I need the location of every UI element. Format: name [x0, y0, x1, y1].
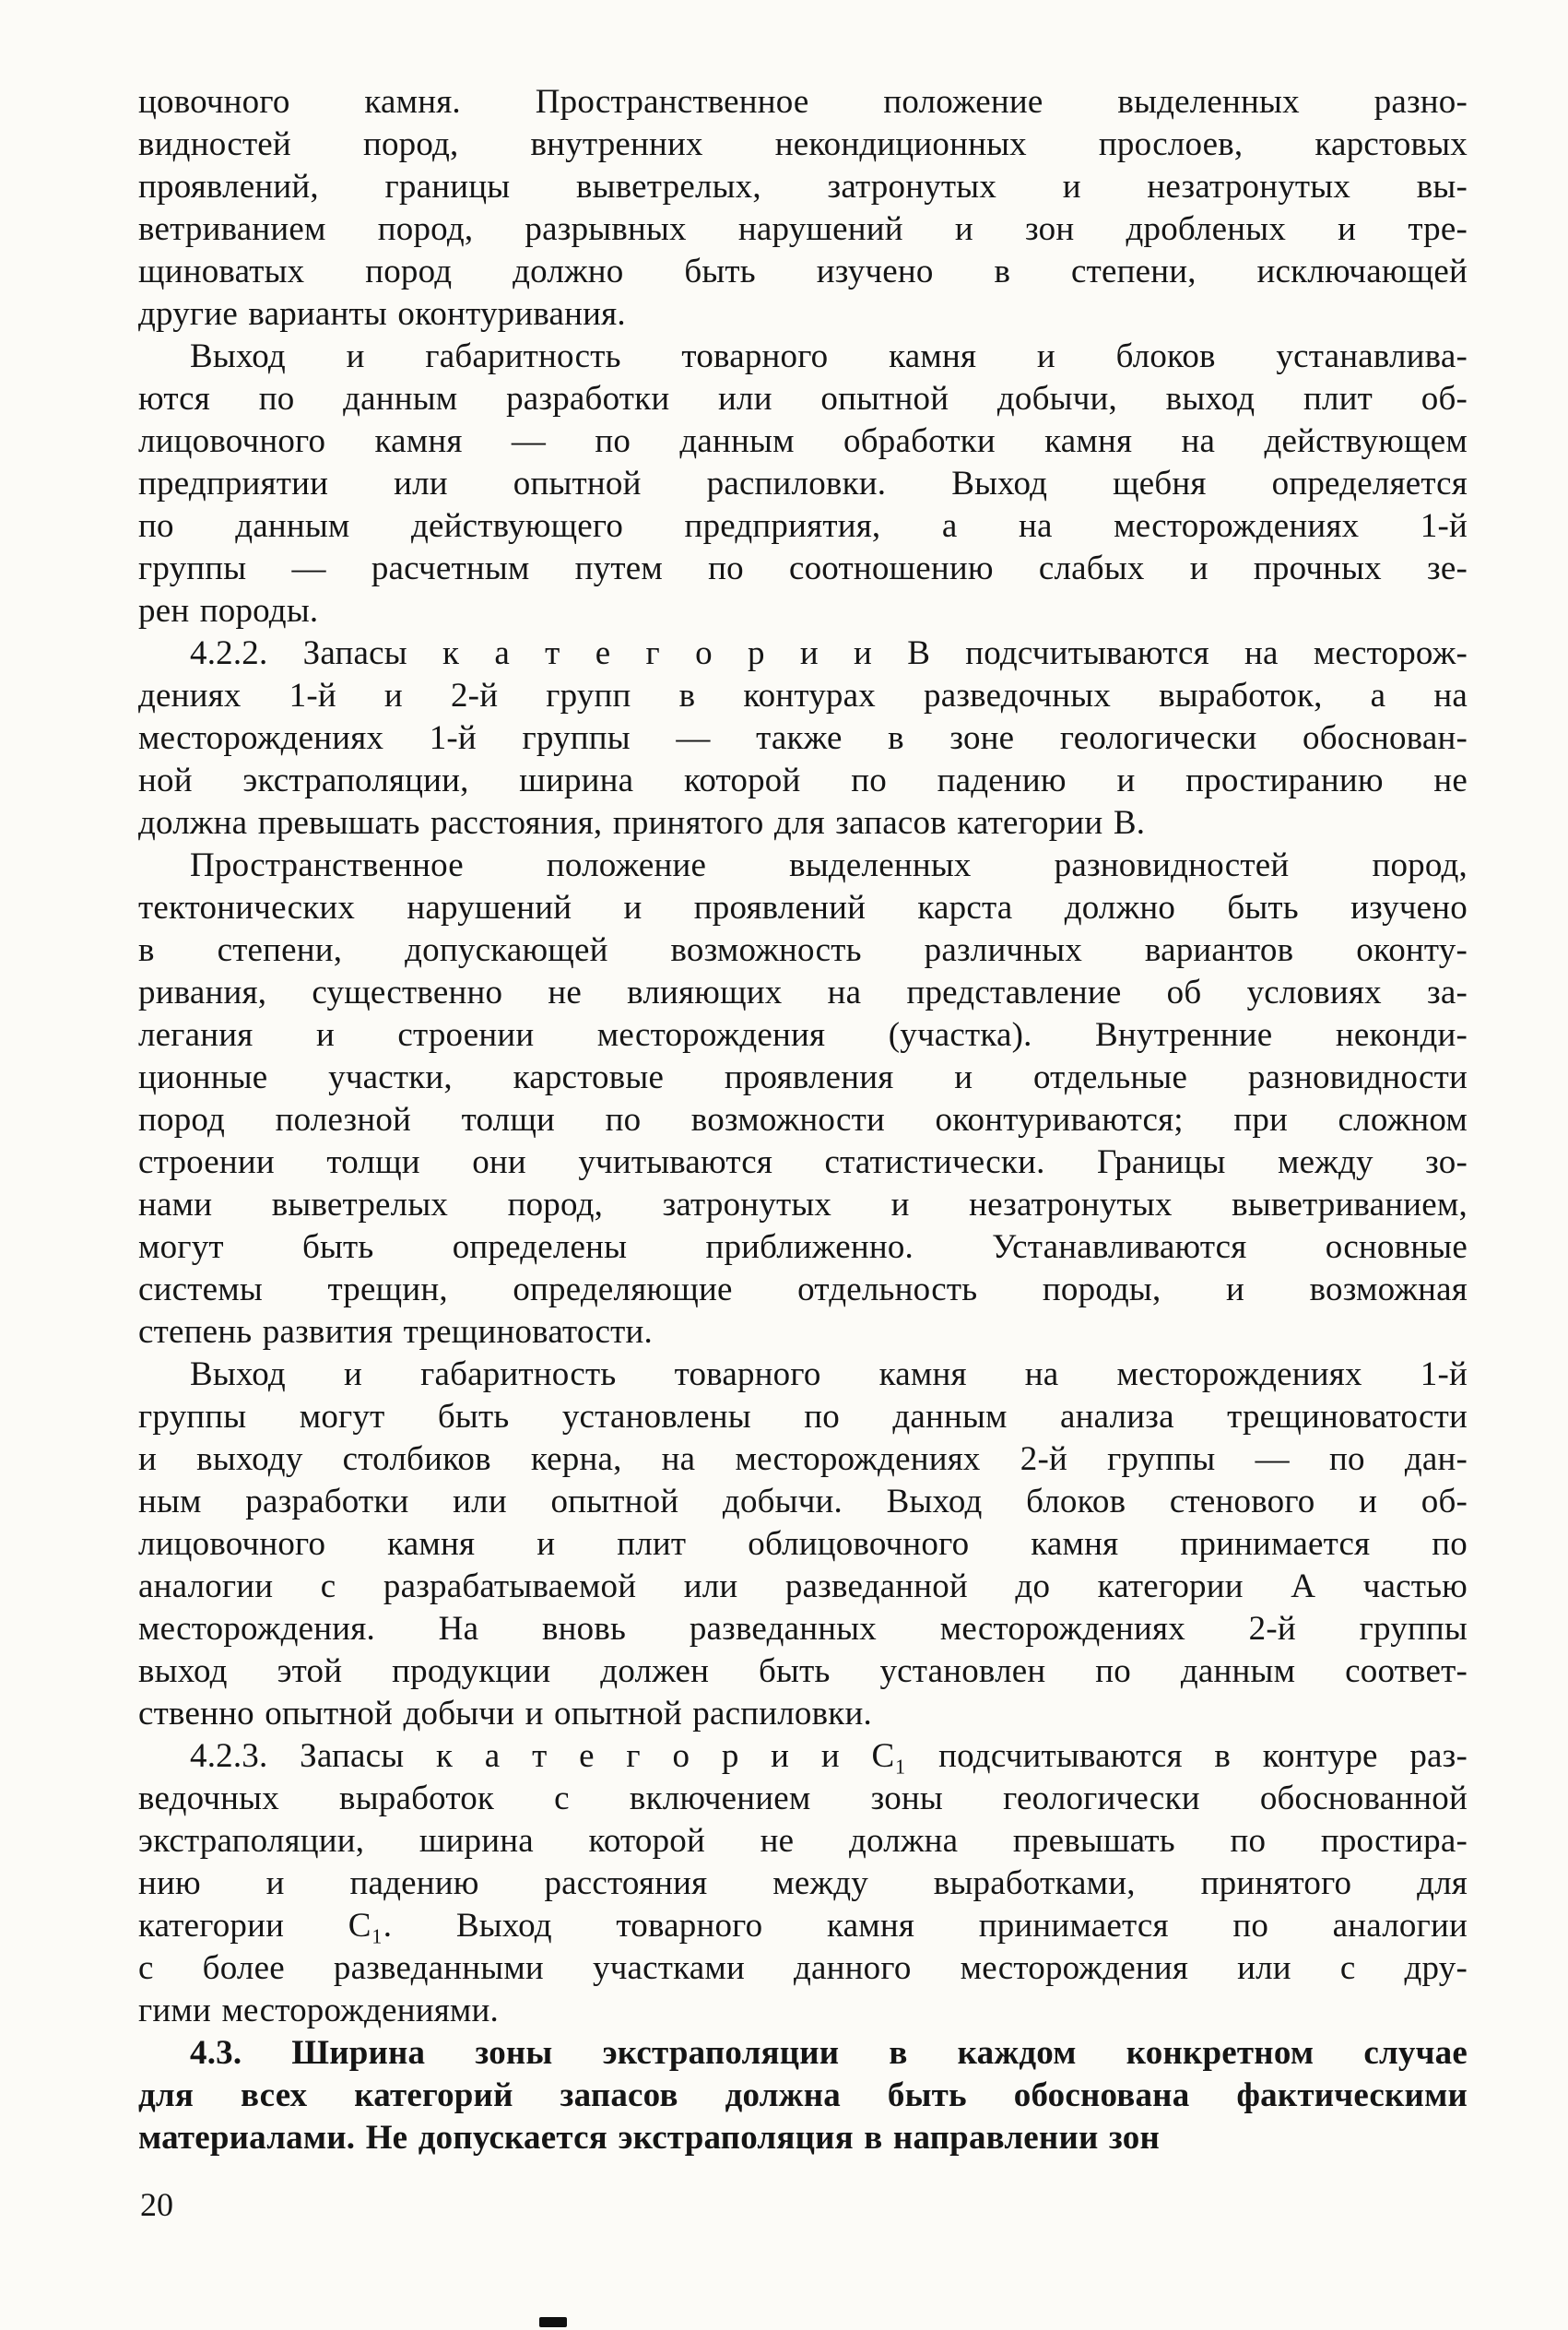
text-line: нию и падению расстояния между выработками, принятого для [138, 1864, 1468, 1902]
text-line: должна превышать расстояния, принятого для запасов категории В. [138, 804, 1146, 842]
scan-artifact [539, 2317, 567, 2327]
text-line: выход этой продукции должен быть установлен по данным соответ- [138, 1652, 1468, 1690]
text-line: 4.2.3. Запасы к а т е г о р и и С₁ подсчитываются в контуре раз- [190, 1737, 1468, 1775]
text-line: Выход и габаритность товарного камня и блоков устанавлива- [190, 337, 1468, 375]
text-line: в степени, допускающей возможность различных вариантов оконту- [138, 931, 1468, 969]
text-line: ной экстраполяции, ширина которой по падению и простиранию не [138, 762, 1468, 799]
text-line: категории С₁. Выход товарного камня принимается по аналогии [138, 1907, 1468, 1945]
paragraph [138, 81, 1468, 336]
text-line: ривания, существенно не влияющих на представление об условиях за- [138, 974, 1468, 1011]
text-line: ветриванием пород, разрывных нарушений и зон дробленых и тре- [138, 210, 1468, 248]
paragraph [138, 2032, 1468, 2159]
text-line: другие варианты оконтуривания. [138, 295, 626, 333]
text-line: 4.3. Ширина зоны экстраполяции в каждом конкретном случае [190, 2034, 1468, 2072]
text-line: группы могут быть установлены по данным анализа трещиноватости [138, 1398, 1468, 1436]
text-line: лицовочного камня и плит облицовочного камня принимается по [138, 1525, 1468, 1563]
text-line: легания и строении месторождения (участка). Внутренние неконди- [138, 1016, 1468, 1054]
paragraph [138, 845, 1468, 1354]
text-line: тектонических нарушений и проявлений карста должно быть изучено [138, 889, 1468, 927]
text-line: для всех категорий запасов должна быть обоснована фактическими [138, 2076, 1468, 2114]
text-line: аналогии с разрабатываемой или разведанной до категории А частью [138, 1567, 1468, 1605]
paragraph [138, 1735, 1468, 2032]
text-line: нами выветрелых пород, затронутых и незатронутых выветриванием, [138, 1186, 1468, 1224]
page-number: 20 [140, 2186, 173, 2223]
text-line: предприятии или опытной распиловки. Выход щебня определяется [138, 465, 1468, 503]
text-line: ются по данным разработки или опытной добычи, выход плит об- [138, 380, 1468, 418]
text-line: Выход и габаритность товарного камня на месторождениях 1-й [190, 1355, 1468, 1393]
text-line: экстраполяции, ширина которой не должна превышать по простира- [138, 1822, 1468, 1860]
text-line: строении толщи они учитываются статистически. Границы между зо- [138, 1143, 1468, 1181]
text-line: цовочного камня. Пространственное положение выделенных разно- [138, 83, 1468, 121]
text-line: группы — расчетным путем по соотношению слабых и прочных зе- [138, 550, 1468, 587]
text-line: гими месторождениями. [138, 1992, 499, 2029]
text-line: степень развития трещиноватости. [138, 1313, 653, 1351]
paragraph [138, 633, 1468, 845]
text-line: системы трещин, определяющие отдельность породы, и возможная [138, 1271, 1468, 1308]
text-line: 4.2.2. Запасы к а т е г о р и и В подсчитываются на месторож- [190, 634, 1468, 672]
text-line: видностей пород, внутренних некондиционных прослоев, карстовых [138, 125, 1468, 163]
text-line: пород полезной толщи по возможности оконтуриваются; при сложном [138, 1101, 1468, 1139]
text-line: лицовочного камня — по данным обработки камня на действующем [138, 422, 1468, 460]
text-line: и выходу столбиков керна, на месторождениях 2-й группы — по дан- [138, 1440, 1468, 1478]
text-block [138, 81, 1468, 2159]
text-line: щиноватых пород должно быть изучено в степени, исключающей [138, 253, 1468, 290]
text-line: дениях 1-й и 2-й групп в контурах разведочных выработок, а на [138, 677, 1468, 715]
text-line: могут быть определены приближенно. Устанавливаются основные [138, 1228, 1468, 1266]
text-line: ционные участки, карстовые проявления и отдельные разновидности [138, 1059, 1468, 1096]
text-line: месторождения. На вновь разведанных месторождениях 2-й группы [138, 1610, 1468, 1648]
text-line: по данным действующего предприятия, а на месторождениях 1-й [138, 507, 1468, 545]
paragraph [138, 336, 1468, 633]
text-line: рен породы. [138, 592, 319, 630]
paragraph [138, 1354, 1468, 1735]
text-line: ственно опытной добычи и опытной распиловки. [138, 1695, 872, 1733]
text-line: проявлений, границы выветрелых, затронутых и незатронутых вы- [138, 168, 1468, 206]
text-line: ведочных выработок с включением зоны геологически обоснованной [138, 1780, 1468, 1817]
text-line: с более разведанными участками данного месторождения или с дру- [138, 1949, 1468, 1987]
text-line: месторождениях 1-й группы — также в зоне геологически обоснован- [138, 719, 1468, 757]
text-line: материалами. Не допускается экстраполяция в направлении зон [138, 2119, 1161, 2157]
text-line: Пространственное положение выделенных разновидностей пород, [190, 846, 1468, 884]
text-line: ным разработки или опытной добычи. Выход блоков стенового и об- [138, 1483, 1468, 1520]
